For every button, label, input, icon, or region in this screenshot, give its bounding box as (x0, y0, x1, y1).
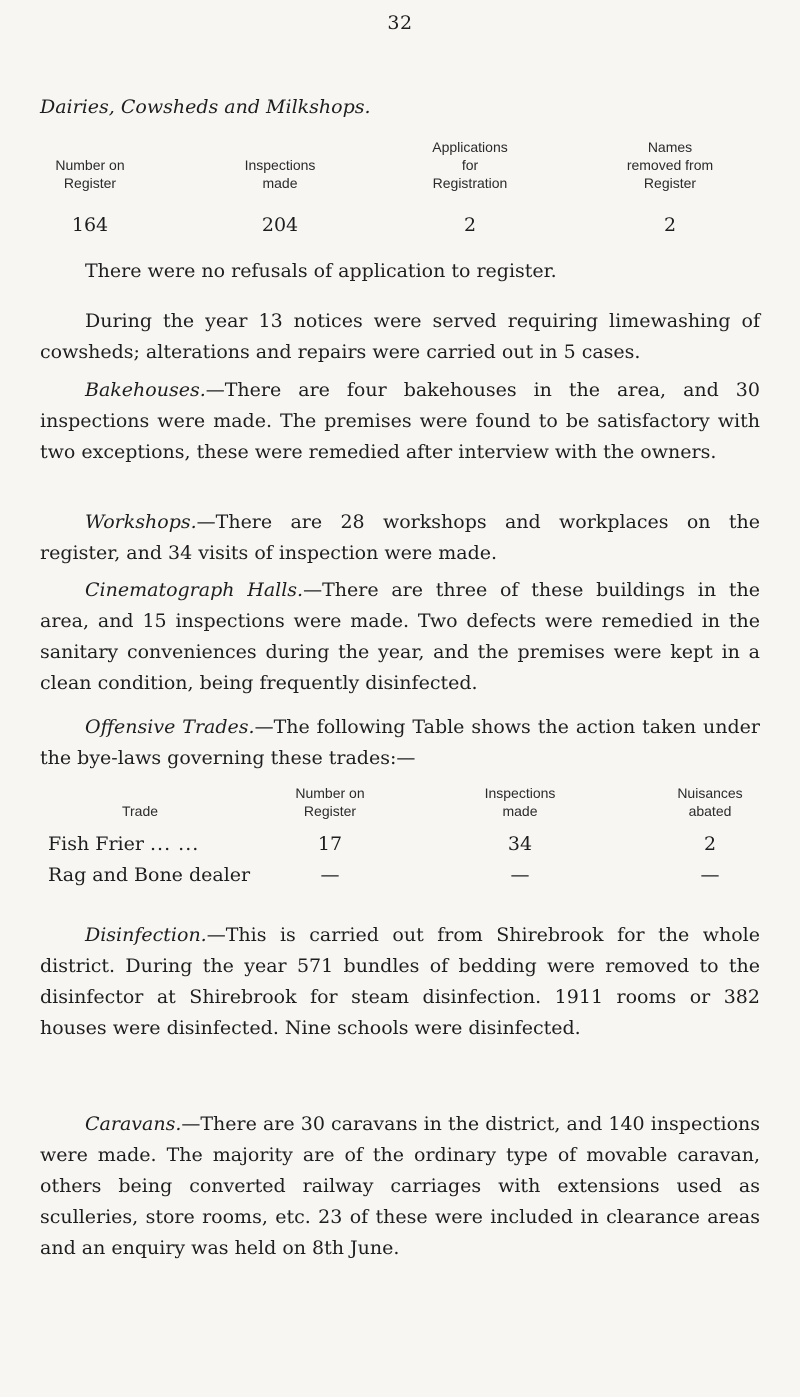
table-row (48, 864, 250, 886)
dot-leader: ... ... (150, 833, 200, 855)
value-inspections-made: 204 (261, 214, 299, 236)
cell-number: — (320, 864, 340, 886)
col-header-names-removed (580, 138, 760, 192)
header-line: Registration (432, 175, 508, 191)
cinematograph-heading: Cinematograph Halls. (85, 579, 304, 601)
bakehouses-text: —There are four bakehouses in the area, and 30 inspections were made. The premises were found to be satisfactory with two exceptions, these were remedied after interview with the owners. (40, 379, 760, 463)
disinfection-heading: Disinfection. (85, 924, 207, 946)
trades-header-nuisances (635, 784, 785, 820)
caravans-heading: Caravans. (85, 1113, 182, 1135)
header-line: Number on (55, 157, 125, 173)
cell-nuisances: 2 (703, 833, 717, 855)
cell-number: 17 (317, 833, 343, 855)
trades-header-inspections (445, 784, 595, 820)
cell-nuisances: — (700, 864, 720, 886)
disinfection-text: —This is carried out from Shirebrook for the whole district. During the year 571 bundles of bedding were removed to the disinfector at Shirebrook for steam disinfection. 1911 rooms or 382 houses were disinfected. Nine schools were disinfected. (40, 924, 760, 1039)
refusals-text: There were no refusals of application to register. (85, 260, 557, 282)
caravans-text: —There are 30 caravans in the district, and 140 inspections were made. The majority are of the ordinary type of movable caravan, others being converted railway carriages with extensions used as sculleries, store rooms, etc. 23 of these were included in clearance areas and an enquiry was held on 8th June. (40, 1113, 760, 1259)
header-line: Trade (121, 803, 159, 819)
trade-name: Rag and Bone dealer (48, 864, 251, 886)
header-line: removed from (626, 157, 714, 173)
header-line: Inspections (484, 785, 556, 801)
cinematograph-text: —There are three of these buildings in the area, and 15 inspections were made. Two defects were remedied in the sanitary conveniences during the year, and the premises were kept in a clean condition, being frequently disinfected. (40, 579, 760, 694)
header-line: Register (303, 803, 357, 819)
col-header-number-on-register (20, 138, 160, 192)
offensive-trades-text: —The following Table shows the action taken under the bye-laws governing these trades:— (40, 716, 760, 769)
table-row (48, 833, 199, 855)
workshops-text: —There are 28 workshops and workplaces on the register, and 34 visits of inspection were made. (40, 511, 760, 564)
paragraph-bakehouses (40, 375, 760, 468)
trade-name: Fish Frier (48, 833, 144, 855)
limewashing-text: During the year 13 notices were served requiring limewashing of cowsheds; alterations and repairs were carried out in 5 cases. (40, 310, 760, 363)
header-line: Names (647, 139, 693, 155)
value-names-removed: 2 (663, 214, 677, 236)
dairies-heading: Dairies, Cowsheds and Milkshops. (40, 96, 371, 118)
header-line: Register (643, 175, 697, 191)
paragraph-cinematograph (40, 575, 760, 699)
col-header-applications (390, 138, 550, 192)
page-number: 32 (387, 12, 413, 34)
header-line: Inspections (244, 157, 316, 173)
header-line: abated (688, 803, 732, 819)
header-line: made (262, 175, 298, 191)
paragraph-offensive-trades (40, 712, 760, 774)
paragraph-caravans (40, 1109, 760, 1264)
trades-header-number (255, 784, 405, 820)
paragraph-disinfection (40, 920, 760, 1044)
bakehouses-heading: Bakehouses. (85, 379, 206, 401)
header-line: made (502, 803, 538, 819)
paragraph-workshops (40, 507, 760, 569)
value-applications: 2 (463, 214, 477, 236)
col-header-inspections-made (210, 138, 350, 192)
paragraph-refusals (40, 256, 760, 287)
header-line: Register (63, 175, 117, 191)
paragraph-limewashing (40, 306, 760, 368)
cell-inspections: 34 (507, 833, 533, 855)
trades-header-trade (80, 784, 200, 820)
value-number-on-register: 164 (71, 214, 109, 236)
workshops-heading: Workshops. (85, 511, 197, 533)
header-line: Nuisances (677, 785, 743, 801)
cell-inspections: — (510, 864, 530, 886)
header-line: for (461, 157, 479, 173)
header-line: Applications (432, 139, 508, 155)
header-line: Number on (295, 785, 365, 801)
offensive-trades-heading: Offensive Trades. (85, 716, 255, 738)
